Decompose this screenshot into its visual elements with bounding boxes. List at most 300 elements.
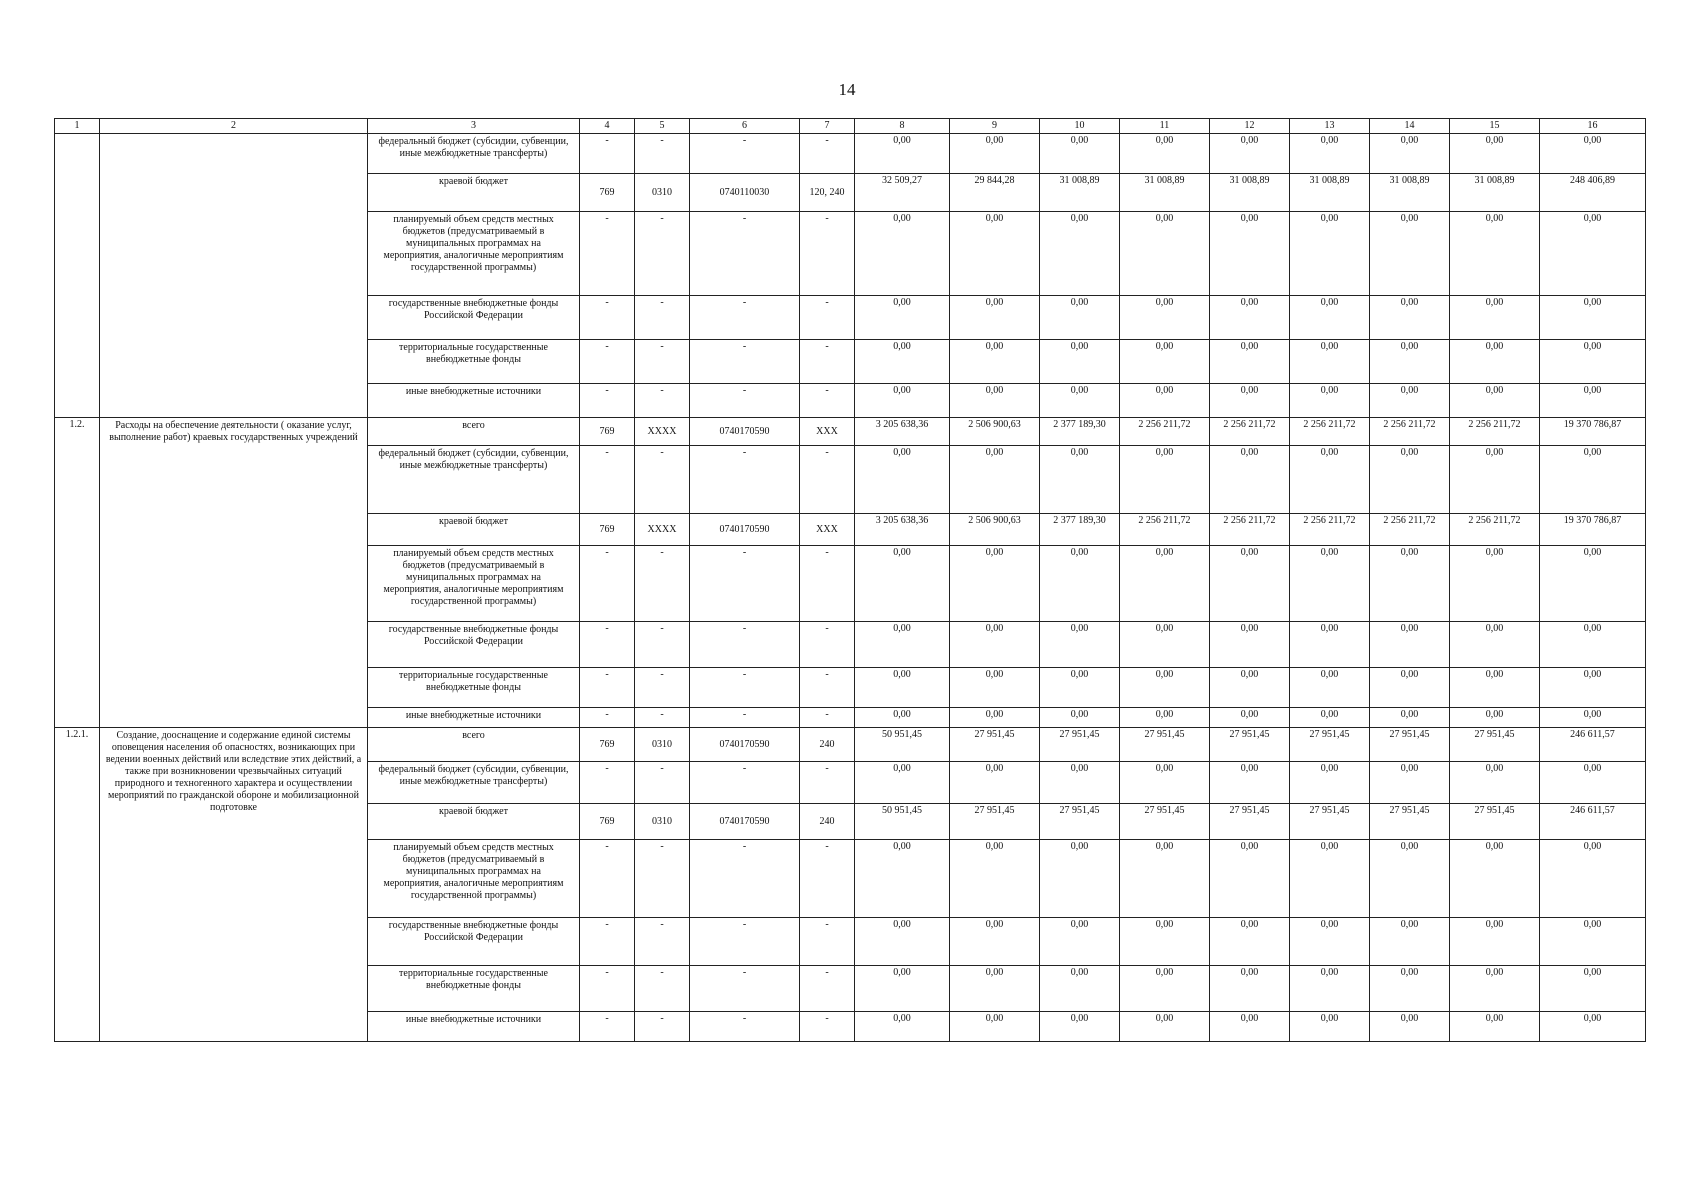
funding-source: всего (368, 728, 580, 762)
column-number-header: 3 (368, 119, 580, 134)
budget-code: - (690, 134, 800, 174)
budget-code: - (635, 668, 690, 708)
budget-code: - (635, 446, 690, 514)
amount-cell: 0,00 (1120, 762, 1210, 804)
funding-source: краевой бюджет (368, 174, 580, 212)
amount-cell: 0,00 (1120, 340, 1210, 384)
amount-cell: 2 256 211,72 (1210, 418, 1290, 446)
amount-cell: 27 951,45 (1040, 804, 1120, 840)
amount-cell: 0,00 (1040, 668, 1120, 708)
amount-cell: 27 951,45 (1210, 728, 1290, 762)
amount-cell: 2 256 211,72 (1370, 418, 1450, 446)
column-number-header: 13 (1290, 119, 1370, 134)
budget-code: 0310 (635, 174, 690, 212)
amount-cell: 0,00 (1290, 762, 1370, 804)
amount-cell: 0,00 (1540, 212, 1646, 296)
amount-cell: 0,00 (950, 296, 1040, 340)
amount-cell: 0,00 (855, 668, 950, 708)
amount-cell: 0,00 (950, 918, 1040, 966)
budget-code: - (635, 384, 690, 418)
amount-cell: 0,00 (1040, 546, 1120, 622)
amount-cell: 0,00 (1450, 134, 1540, 174)
column-number-header: 14 (1370, 119, 1450, 134)
funding-source: планируемый объем средств местных бюджетов (предусматриваемый в муниципальных программах на мероприятия, аналогичные мероприятиям государственной программы) (368, 212, 580, 296)
amount-cell: 0,00 (1040, 622, 1120, 668)
amount-cell: 0,00 (950, 668, 1040, 708)
amount-cell: 0,00 (1120, 446, 1210, 514)
amount-cell: 2 256 211,72 (1210, 514, 1290, 546)
budget-code: - (580, 762, 635, 804)
funding-source: планируемый объем средств местных бюджетов (предусматриваемый в муниципальных программах на мероприятия, аналогичные мероприятиям государственной программы) (368, 840, 580, 918)
amount-cell: 0,00 (1040, 296, 1120, 340)
amount-cell: 0,00 (1290, 546, 1370, 622)
amount-cell: 0,00 (1450, 340, 1540, 384)
amount-cell: 19 370 786,87 (1540, 514, 1646, 546)
budget-code: - (580, 918, 635, 966)
amount-cell: 27 951,45 (950, 728, 1040, 762)
amount-cell: 0,00 (1210, 296, 1290, 340)
amount-cell: 32 509,27 (855, 174, 950, 212)
budget-code: - (580, 622, 635, 668)
amount-cell: 0,00 (950, 1012, 1040, 1042)
amount-cell: 0,00 (1120, 622, 1210, 668)
budget-code: - (800, 546, 855, 622)
amount-cell: 0,00 (1040, 134, 1120, 174)
amount-cell: 0,00 (1210, 546, 1290, 622)
amount-cell: 0,00 (1040, 212, 1120, 296)
budget-code: XXX (800, 514, 855, 546)
funding-source: краевой бюджет (368, 804, 580, 840)
amount-cell: 0,00 (1370, 966, 1450, 1012)
amount-cell: 0,00 (855, 296, 950, 340)
amount-cell: 2 377 189,30 (1040, 514, 1120, 546)
amount-cell: 0,00 (1450, 668, 1540, 708)
budget-code: - (800, 384, 855, 418)
item-number: 1.2.1. (55, 728, 100, 1042)
budget-code: - (580, 296, 635, 340)
amount-cell: 0,00 (1450, 1012, 1540, 1042)
header-row (55, 119, 1646, 134)
amount-cell: 31 008,89 (1370, 174, 1450, 212)
amount-cell: 0,00 (1540, 966, 1646, 1012)
budget-table (54, 118, 1646, 1042)
amount-cell: 0,00 (1120, 546, 1210, 622)
amount-cell: 0,00 (1370, 762, 1450, 804)
amount-cell: 0,00 (855, 762, 950, 804)
amount-cell: 27 951,45 (1370, 804, 1450, 840)
amount-cell: 2 506 900,63 (950, 418, 1040, 446)
budget-code: - (580, 446, 635, 514)
amount-cell: 31 008,89 (1290, 174, 1370, 212)
budget-code: - (635, 708, 690, 728)
budget-code: - (800, 668, 855, 708)
budget-code: - (800, 840, 855, 918)
amount-cell: 0,00 (855, 840, 950, 918)
amount-cell: 0,00 (1450, 840, 1540, 918)
budget-code: 0740170590 (690, 418, 800, 446)
amount-cell: 0,00 (1370, 546, 1450, 622)
amount-cell: 0,00 (1120, 668, 1210, 708)
budget-code: 769 (580, 514, 635, 546)
amount-cell: 50 951,45 (855, 728, 950, 762)
table-row (55, 728, 1646, 762)
amount-cell: 0,00 (1210, 212, 1290, 296)
column-number-header: 11 (1120, 119, 1210, 134)
amount-cell: 0,00 (1210, 668, 1290, 708)
budget-code: - (800, 1012, 855, 1042)
amount-cell: 0,00 (1120, 708, 1210, 728)
funding-source: территориальные государственные внебюджетные фонды (368, 668, 580, 708)
amount-cell: 0,00 (1210, 966, 1290, 1012)
amount-cell: 0,00 (1120, 840, 1210, 918)
amount-cell: 0,00 (1210, 708, 1290, 728)
amount-cell: 0,00 (950, 134, 1040, 174)
funding-source: иные внебюджетные источники (368, 384, 580, 418)
amount-cell: 0,00 (950, 762, 1040, 804)
amount-cell: 0,00 (1450, 966, 1540, 1012)
funding-source: федеральный бюджет (субсидии, субвенции, иные межбюджетные трансферты) (368, 446, 580, 514)
budget-code: - (690, 840, 800, 918)
amount-cell: 0,00 (1450, 212, 1540, 296)
budget-code: - (800, 708, 855, 728)
amount-cell: 246 611,57 (1540, 728, 1646, 762)
budget-code: - (690, 446, 800, 514)
amount-cell: 0,00 (1210, 446, 1290, 514)
column-number-header: 5 (635, 119, 690, 134)
budget-code: - (690, 708, 800, 728)
item-name (100, 134, 368, 418)
column-number-header: 4 (580, 119, 635, 134)
budget-code: - (690, 622, 800, 668)
amount-cell: 0,00 (1290, 384, 1370, 418)
amount-cell: 0,00 (1540, 340, 1646, 384)
amount-cell: 2 256 211,72 (1120, 514, 1210, 546)
budget-code: 769 (580, 728, 635, 762)
budget-code: 769 (580, 174, 635, 212)
funding-source: краевой бюджет (368, 514, 580, 546)
amount-cell: 0,00 (1370, 622, 1450, 668)
amount-cell: 27 951,45 (1040, 728, 1120, 762)
amount-cell: 27 951,45 (1450, 728, 1540, 762)
amount-cell: 27 951,45 (1120, 728, 1210, 762)
budget-code: - (635, 622, 690, 668)
budget-code: - (635, 340, 690, 384)
amount-cell: 31 008,89 (1210, 174, 1290, 212)
budget-code: - (580, 340, 635, 384)
amount-cell: 0,00 (1210, 918, 1290, 966)
budget-code: XXX (800, 418, 855, 446)
amount-cell: 0,00 (1450, 296, 1540, 340)
budget-code: 0740110030 (690, 174, 800, 212)
amount-cell: 0,00 (1290, 1012, 1370, 1042)
amount-cell: 0,00 (950, 966, 1040, 1012)
amount-cell: 2 256 211,72 (1450, 514, 1540, 546)
budget-code: - (690, 966, 800, 1012)
column-number-header: 10 (1040, 119, 1120, 134)
budget-code: - (690, 296, 800, 340)
budget-code: - (800, 762, 855, 804)
amount-cell: 0,00 (855, 384, 950, 418)
amount-cell: 0,00 (1290, 446, 1370, 514)
amount-cell: 27 951,45 (1290, 728, 1370, 762)
amount-cell: 0,00 (1120, 918, 1210, 966)
amount-cell: 246 611,57 (1540, 804, 1646, 840)
budget-code: - (635, 918, 690, 966)
amount-cell: 31 008,89 (1120, 174, 1210, 212)
table-row (55, 134, 1646, 174)
amount-cell: 27 951,45 (1290, 804, 1370, 840)
budget-code: - (690, 340, 800, 384)
budget-code: - (635, 966, 690, 1012)
column-number-header: 15 (1450, 119, 1540, 134)
amount-cell: 0,00 (1120, 966, 1210, 1012)
amount-cell: 0,00 (1540, 446, 1646, 514)
column-number-header: 7 (800, 119, 855, 134)
budget-code: - (800, 918, 855, 966)
amount-cell: 0,00 (1450, 622, 1540, 668)
amount-cell: 0,00 (950, 212, 1040, 296)
amount-cell: 0,00 (1540, 668, 1646, 708)
budget-code: - (690, 1012, 800, 1042)
amount-cell: 0,00 (1370, 668, 1450, 708)
amount-cell: 0,00 (1450, 708, 1540, 728)
amount-cell: 0,00 (1450, 762, 1540, 804)
budget-code: - (580, 966, 635, 1012)
amount-cell: 0,00 (855, 446, 950, 514)
amount-cell: 0,00 (1290, 134, 1370, 174)
amount-cell: 0,00 (950, 840, 1040, 918)
amount-cell: 0,00 (1040, 966, 1120, 1012)
budget-code: - (580, 840, 635, 918)
amount-cell: 0,00 (1290, 668, 1370, 708)
amount-cell: 0,00 (1540, 134, 1646, 174)
amount-cell: 2 256 211,72 (1290, 514, 1370, 546)
table-body (55, 119, 1646, 1042)
amount-cell: 0,00 (1210, 762, 1290, 804)
amount-cell: 0,00 (1290, 918, 1370, 966)
amount-cell: 0,00 (1370, 212, 1450, 296)
budget-code: - (800, 622, 855, 668)
column-number-header: 6 (690, 119, 800, 134)
amount-cell: 27 951,45 (950, 804, 1040, 840)
amount-cell: 0,00 (950, 446, 1040, 514)
amount-cell: 0,00 (1290, 622, 1370, 668)
amount-cell: 2 256 211,72 (1290, 418, 1370, 446)
amount-cell: 19 370 786,87 (1540, 418, 1646, 446)
budget-code: - (580, 212, 635, 296)
item-number: 1.2. (55, 418, 100, 728)
amount-cell: 0,00 (1040, 762, 1120, 804)
amount-cell: 0,00 (1540, 840, 1646, 918)
funding-source: иные внебюджетные источники (368, 708, 580, 728)
amount-cell: 0,00 (1210, 840, 1290, 918)
budget-code: - (580, 1012, 635, 1042)
amount-cell: 27 951,45 (1450, 804, 1540, 840)
item-number (55, 134, 100, 418)
amount-cell: 29 844,28 (950, 174, 1040, 212)
amount-cell: 0,00 (1540, 296, 1646, 340)
page-number: 14 (838, 80, 856, 99)
amount-cell: 0,00 (1290, 296, 1370, 340)
column-number-header: 1 (55, 119, 100, 134)
amount-cell: 27 951,45 (1120, 804, 1210, 840)
amount-cell: 0,00 (1040, 918, 1120, 966)
amount-cell: 0,00 (1120, 296, 1210, 340)
column-number-header: 2 (100, 119, 368, 134)
amount-cell: 0,00 (1370, 840, 1450, 918)
amount-cell: 0,00 (1210, 1012, 1290, 1042)
amount-cell: 0,00 (950, 340, 1040, 384)
column-number-header: 12 (1210, 119, 1290, 134)
amount-cell: 0,00 (1040, 708, 1120, 728)
amount-cell: 0,00 (1540, 708, 1646, 728)
amount-cell: 2 256 211,72 (1370, 514, 1450, 546)
amount-cell: 0,00 (1540, 918, 1646, 966)
budget-code: 769 (580, 418, 635, 446)
budget-code: - (690, 668, 800, 708)
budget-code: - (580, 546, 635, 622)
amount-cell: 2 377 189,30 (1040, 418, 1120, 446)
amount-cell: 0,00 (1290, 212, 1370, 296)
amount-cell: 0,00 (1040, 1012, 1120, 1042)
amount-cell: 0,00 (1540, 762, 1646, 804)
amount-cell: 3 205 638,36 (855, 418, 950, 446)
funding-source: государственные внебюджетные фонды Российской Федерации (368, 622, 580, 668)
funding-source: территориальные государственные внебюджетные фонды (368, 966, 580, 1012)
budget-code: 0740170590 (690, 728, 800, 762)
amount-cell: 0,00 (855, 918, 950, 966)
item-name: Создание, дооснащение и содержание единой системы оповещения населения об опасностях, возникающих при ведении военных действий или вследствие этих действий, а также при возникновении чрезвычайных ситуаций природного и техногенного характера и осуществлении мероприятий по гражданской обороне и мобилизационной подготовке (100, 728, 368, 1042)
amount-cell: 0,00 (855, 546, 950, 622)
amount-cell: 0,00 (1370, 296, 1450, 340)
budget-code: 120, 240 (800, 174, 855, 212)
amount-cell: 0,00 (1290, 340, 1370, 384)
funding-source: планируемый объем средств местных бюджетов (предусматриваемый в муниципальных программах на мероприятия, аналогичные мероприятиям государственной программы) (368, 546, 580, 622)
amount-cell: 0,00 (855, 622, 950, 668)
budget-code: - (580, 708, 635, 728)
amount-cell: 3 205 638,36 (855, 514, 950, 546)
amount-cell: 0,00 (1040, 384, 1120, 418)
funding-source: государственные внебюджетные фонды Российской Федерации (368, 918, 580, 966)
amount-cell: 0,00 (1290, 966, 1370, 1012)
item-name: Расходы на обеспечение деятельности ( оказание услуг, выполнение работ) краевых государственных учреждений (100, 418, 368, 728)
amount-cell: 31 008,89 (1040, 174, 1120, 212)
amount-cell: 0,00 (1210, 384, 1290, 418)
budget-code: - (635, 1012, 690, 1042)
budget-code: 0740170590 (690, 804, 800, 840)
amount-cell: 0,00 (1370, 708, 1450, 728)
amount-cell: 0,00 (1290, 708, 1370, 728)
amount-cell: 0,00 (1210, 622, 1290, 668)
amount-cell: 0,00 (950, 384, 1040, 418)
amount-cell: 0,00 (855, 708, 950, 728)
budget-code: - (635, 840, 690, 918)
amount-cell: 0,00 (1450, 546, 1540, 622)
amount-cell: 0,00 (1120, 384, 1210, 418)
funding-source: иные внебюджетные источники (368, 1012, 580, 1042)
budget-code: - (690, 918, 800, 966)
amount-cell: 0,00 (1120, 1012, 1210, 1042)
budget-code: - (580, 668, 635, 708)
amount-cell: 0,00 (855, 1012, 950, 1042)
budget-code: - (690, 212, 800, 296)
funding-source: государственные внебюджетные фонды Российской Федерации (368, 296, 580, 340)
amount-cell: 0,00 (950, 546, 1040, 622)
budget-code: - (800, 296, 855, 340)
amount-cell: 0,00 (1040, 340, 1120, 384)
amount-cell: 0,00 (1450, 446, 1540, 514)
amount-cell: 2 256 211,72 (1450, 418, 1540, 446)
funding-source: федеральный бюджет (субсидии, субвенции, иные межбюджетные трансферты) (368, 134, 580, 174)
amount-cell: 0,00 (1290, 840, 1370, 918)
amount-cell: 27 951,45 (1370, 728, 1450, 762)
amount-cell: 2 506 900,63 (950, 514, 1040, 546)
amount-cell: 0,00 (855, 212, 950, 296)
budget-code: 0310 (635, 804, 690, 840)
budget-code: - (690, 762, 800, 804)
amount-cell: 0,00 (1540, 546, 1646, 622)
budget-code: 0310 (635, 728, 690, 762)
budget-code: - (635, 212, 690, 296)
amount-cell: 0,00 (950, 622, 1040, 668)
amount-cell: 0,00 (1370, 1012, 1450, 1042)
budget-code: XXXX (635, 418, 690, 446)
amount-cell: 27 951,45 (1210, 804, 1290, 840)
budget-code: - (800, 966, 855, 1012)
budget-code: 769 (580, 804, 635, 840)
amount-cell: 0,00 (1370, 134, 1450, 174)
budget-code: - (800, 340, 855, 384)
amount-cell: 0,00 (1370, 340, 1450, 384)
amount-cell: 0,00 (855, 966, 950, 1012)
column-number-header: 9 (950, 119, 1040, 134)
budget-code: 240 (800, 804, 855, 840)
amount-cell: 0,00 (950, 708, 1040, 728)
amount-cell: 50 951,45 (855, 804, 950, 840)
funding-source: федеральный бюджет (субсидии, субвенции, иные межбюджетные трансферты) (368, 762, 580, 804)
budget-code: 0740170590 (690, 514, 800, 546)
budget-code: - (635, 296, 690, 340)
amount-cell: 0,00 (1040, 840, 1120, 918)
funding-source: территориальные государственные внебюджетные фонды (368, 340, 580, 384)
budget-code: - (635, 762, 690, 804)
column-number-header: 16 (1540, 119, 1646, 134)
amount-cell: 31 008,89 (1450, 174, 1540, 212)
budget-code: - (635, 134, 690, 174)
amount-cell: 0,00 (1210, 134, 1290, 174)
amount-cell: 0,00 (1450, 384, 1540, 418)
budget-code: - (800, 446, 855, 514)
budget-code: - (580, 134, 635, 174)
column-number-header: 8 (855, 119, 950, 134)
amount-cell: 0,00 (1370, 446, 1450, 514)
budget-code: XXXX (635, 514, 690, 546)
amount-cell: 0,00 (1450, 918, 1540, 966)
budget-code: - (690, 546, 800, 622)
amount-cell: 0,00 (1120, 134, 1210, 174)
amount-cell: 248 406,89 (1540, 174, 1646, 212)
budget-code: - (800, 134, 855, 174)
amount-cell: 0,00 (1540, 1012, 1646, 1042)
table-row (55, 418, 1646, 446)
amount-cell: 0,00 (1120, 212, 1210, 296)
budget-code: - (580, 384, 635, 418)
amount-cell: 0,00 (1370, 918, 1450, 966)
amount-cell: 0,00 (855, 134, 950, 174)
amount-cell: 0,00 (1540, 622, 1646, 668)
amount-cell: 0,00 (1370, 384, 1450, 418)
amount-cell: 0,00 (1540, 384, 1646, 418)
